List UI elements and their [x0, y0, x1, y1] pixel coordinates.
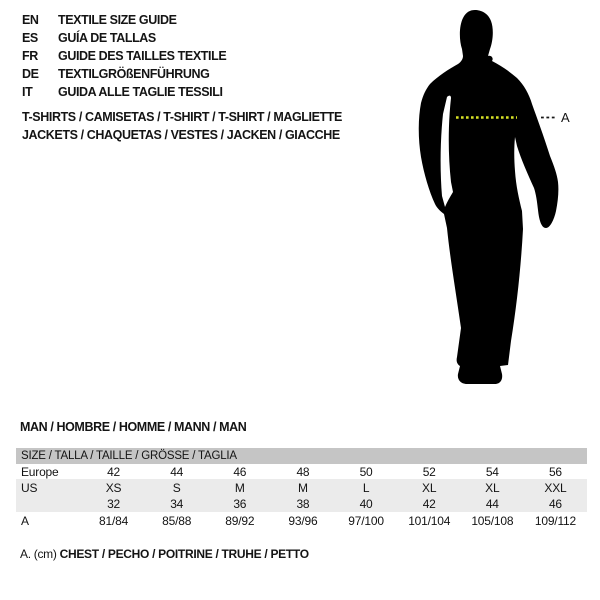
language-code: ES: [22, 31, 38, 45]
category-lines: [22, 108, 342, 144]
table-cell: 85/88: [162, 514, 192, 528]
table-cell: L: [362, 481, 370, 495]
table-cell: S: [172, 481, 181, 495]
language-row-de: [22, 65, 226, 83]
language-code: IT: [22, 85, 33, 99]
table-cell: 89/92: [225, 514, 255, 528]
guide-title: GUIDA ALLE TAGLIE TESSILI: [58, 85, 223, 99]
language-row-en: [22, 11, 226, 29]
row-label: US: [21, 481, 38, 495]
guide-title: GUIDE DES TAILLES TEXTILE: [58, 49, 227, 63]
table-row-us: [16, 480, 587, 496]
size-table-header: SIZE / TALLA / TAILLE / GRÖSSE / TAGLIA: [16, 448, 587, 464]
table-cell: M: [234, 481, 245, 495]
table-cell: 38: [296, 497, 310, 511]
table-cell: 97/100: [348, 514, 384, 528]
guide-title: GUÍA DE TALLAS: [58, 31, 156, 45]
table-cell: 52: [422, 464, 436, 479]
table-cell: 48: [296, 464, 310, 479]
row-label: Europe: [21, 464, 59, 479]
table-row-us-numeric: [16, 496, 587, 512]
language-row-fr: [22, 47, 226, 65]
table-cell: 93/96: [288, 514, 318, 528]
guide-title: TEXTILGRÖßENFÜHRUNG: [58, 67, 210, 81]
us-size-band: [16, 479, 587, 512]
table-cell: M: [298, 481, 308, 495]
table-cell: 42: [107, 464, 121, 479]
language-row-it: [22, 83, 226, 101]
table-cell: XL: [422, 481, 437, 495]
table-cell: 34: [170, 497, 184, 511]
table-row-chest-a: [16, 512, 587, 529]
measure-label-a: A: [561, 110, 570, 125]
table-cell: 81/84: [99, 514, 129, 528]
size-table: [16, 448, 587, 529]
language-list: [22, 11, 226, 101]
footnote-label: CHEST / PECHO / POITRINE / TRUHE / PETTO: [59, 547, 309, 561]
language-code: DE: [22, 67, 39, 81]
table-cell: XL: [485, 481, 500, 495]
table-row-europe: [16, 464, 587, 479]
row-label: A: [21, 514, 29, 528]
category-line-tshirts: T-SHIRTS / CAMISETAS / T-SHIRT / T-SHIRT / MAGLIETTE: [22, 110, 342, 124]
table-cell: 44: [170, 464, 184, 479]
table-cell: 36: [233, 497, 247, 511]
section-heading-man: MAN / HOMBRE / HOMME / MANN / MAN: [20, 420, 247, 434]
table-cell: 46: [548, 497, 562, 511]
language-code: EN: [22, 13, 39, 27]
measurement-footnote: [20, 547, 309, 561]
man-silhouette: [419, 10, 559, 384]
table-cell: 56: [548, 464, 562, 479]
table-cell: 44: [485, 497, 499, 511]
category-line-jackets: JACKETS / CHAQUETAS / VESTES / JACKEN / GIACCHE: [22, 128, 340, 142]
language-row-es: [22, 29, 226, 47]
table-cell: 42: [422, 497, 436, 511]
man-silhouette-figure: [403, 0, 583, 400]
language-code: FR: [22, 49, 38, 63]
table-cell: 50: [359, 464, 373, 479]
table-cell: 40: [359, 497, 373, 511]
footnote-prefix: A. (cm): [20, 547, 57, 561]
table-cell: 32: [107, 497, 121, 511]
table-cell: 46: [233, 464, 247, 479]
table-cell: 54: [485, 464, 499, 479]
guide-title: TEXTILE SIZE GUIDE: [58, 13, 177, 27]
table-cell: 109/112: [534, 514, 576, 528]
table-cell: 101/104: [408, 514, 451, 528]
table-cell: XS: [105, 481, 122, 495]
table-cell: XXL: [544, 481, 567, 495]
table-cell: 105/108: [471, 514, 514, 528]
